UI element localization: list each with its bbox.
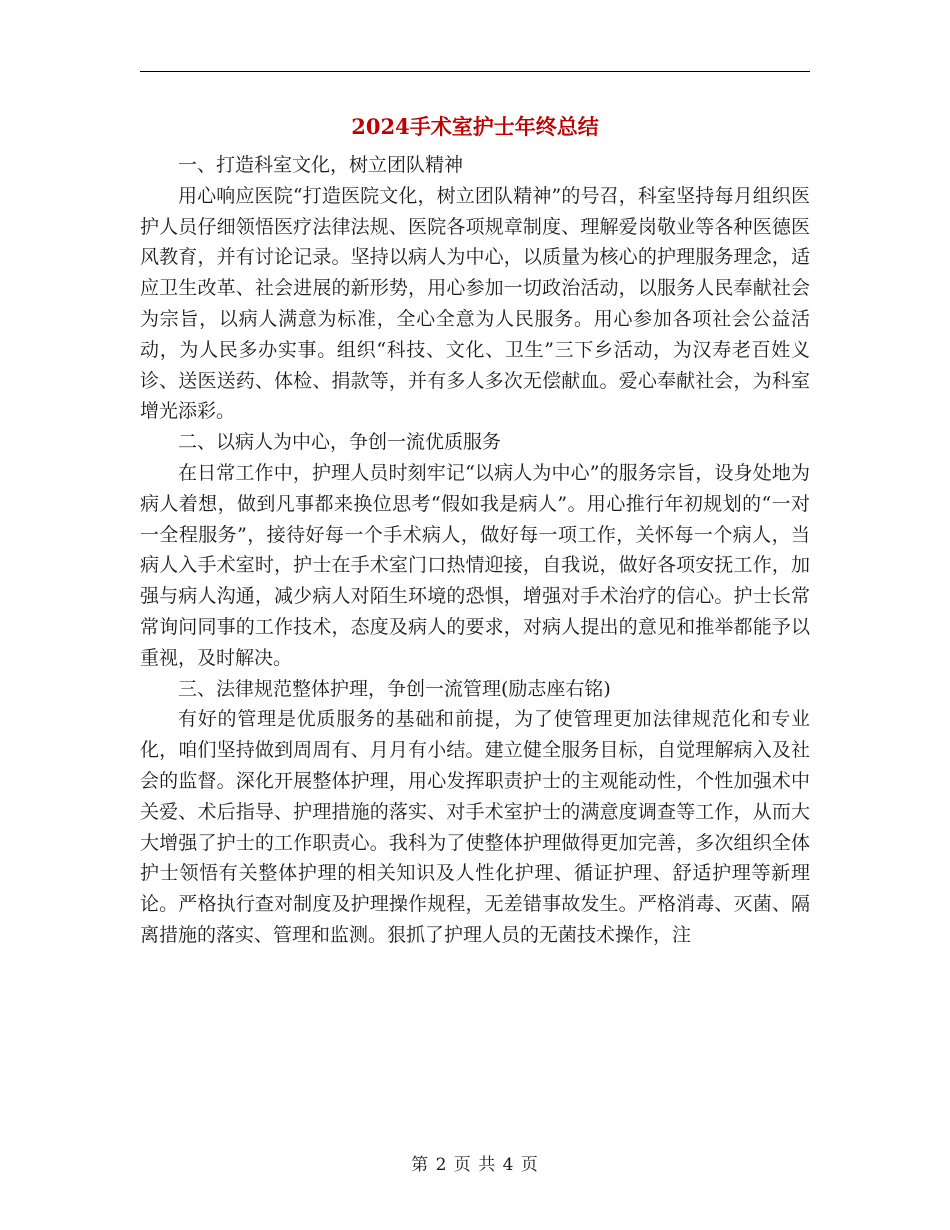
section-heading-1: 一、打造科室文化，树立团队精神 [178, 154, 464, 176]
body-paragraph-1: 用心响应医院“打造医院文化，树立团队精神”的号召，科室坚持每月组织医护人员仔细领悟医疗法律法规、医院各项规章制度、理解爱岗敬业等各种医德医风教育，并有讨论记录。坚持以病人为中心，以质量为核心的护理服务理念，适应卫生改革、社会进展的新形势，用心参加一切政治活动，以服务人民奉献社会为宗旨，以病人满意为标准，全心全意为人民服务。用心参加各项社会公益活动，为人民多办实事。组织“科技、文化、卫生”三下乡活动，为汉寿老百姓义诊、送医送药、体检、捐款等，并有多人多次无偿献血。爱心奉献社会，为科室增光添彩。 [140, 184, 810, 423]
body-paragraph-2: 在日常工作中，护理人员时刻牢记“以病人为中心”的服务宗旨，设身处地为病人着想，做到凡事都来换位思考“假如我是病人”。用心推行年初规划的“一对一全程服务”，接待好每一个手术病人，做好每一项工作，关怀每一个病人，当病人入手术室时，护士在手术室门口热情迎接，自我说，做好各项安抚工作，加强与病人沟通，减少病人对陌生环境的恐惧，增强对手术治疗的信心。护士长常常询问同事的工作技术，态度及病人的要求，对病人提出的意见和推举都能予以重视，及时解决。 [140, 461, 810, 669]
header-rule [140, 71, 810, 72]
body-paragraph-3: 有好的管理是优质服务的基础和前提，为了使管理更加法律规范化和专业化，咱们坚持做到周周有、月月有小结。建立健全服务目标，自觉理解病入及社会的监督。深化开展整体护理，用心发挥职责护士的主观能动性，个性加强术中关爱、术后指导、护理措施的落实、对手术室护士的满意度调查等工作，从而大大增强了护士的工作职责心。我科为了使整体护理做得更加完善，多次组织全体护士领悟有关整体护理的相关知识及人性化护理、循证护理、舒适护理等新理论。严格执行查对制度及护理操作规程，无差错事故发生。严格消毒、灭菌、隔离措施的落实、管理和监测。狠抓了护理人员的无菌技术操作，注 [140, 708, 810, 946]
section-heading-2: 二、以病人为中心，争创一流优质服务 [178, 431, 502, 454]
document-title: 2024手术室护士年终总结 [351, 114, 599, 139]
section-heading-3: 三、法律规范整体护理，争创一流管理(励志座右铭) [178, 677, 611, 700]
page-footer: 第 2 页 共 4 页 [411, 1155, 539, 1175]
document-body [140, 150, 810, 951]
